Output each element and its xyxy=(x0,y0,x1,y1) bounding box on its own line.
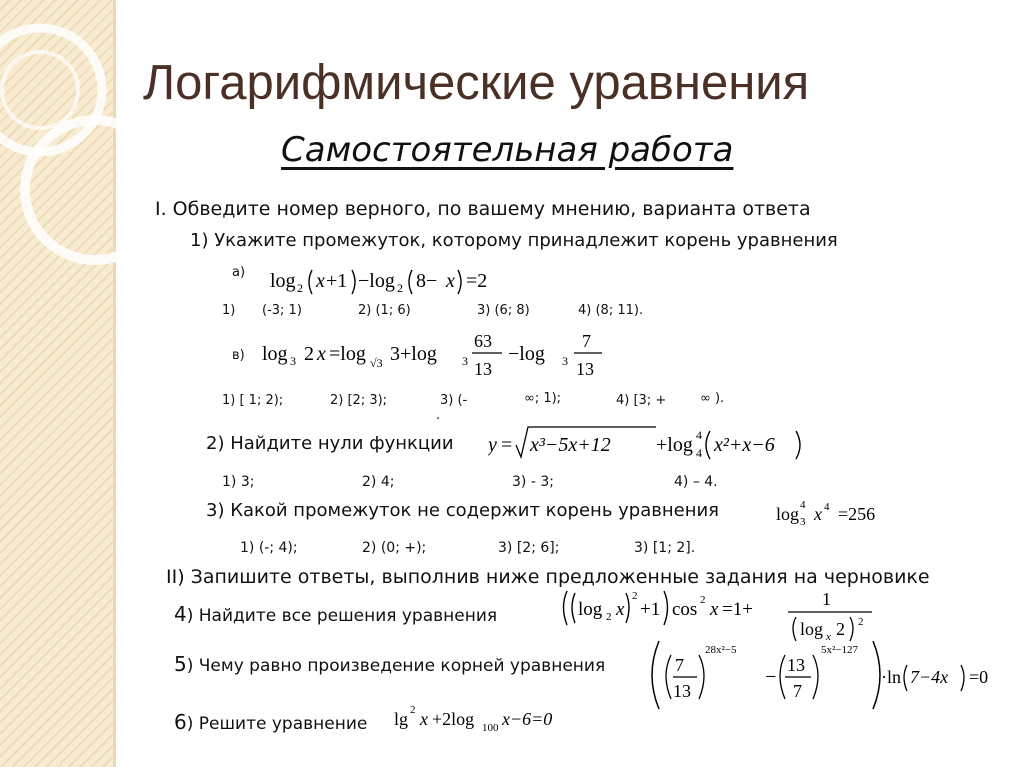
page-title: Логарифмические уравнения xyxy=(143,56,810,110)
q1-b-label: в) xyxy=(232,348,245,363)
eq-b-den13: 13 xyxy=(474,359,492,379)
q2-heading: 2) Найдите нули функции xyxy=(206,433,454,454)
q1-a-label: а) xyxy=(232,265,246,280)
q2-option-2: 2) 4; xyxy=(362,474,395,490)
equation-4 xyxy=(560,585,890,643)
eq4-x2: x xyxy=(710,599,719,620)
eq-b-base1: 3 xyxy=(290,354,296,368)
eq6-base100: 100 xyxy=(482,722,499,734)
eq4-log: log xyxy=(578,599,603,620)
eq-a-plus1: +1 xyxy=(326,270,348,292)
eq5-dot-ln: ·ln xyxy=(881,667,901,687)
q1-a-option-1-num: 1) xyxy=(222,303,236,318)
eq2-arg: x²+x−6 xyxy=(714,434,775,456)
q1-b-option-4b: ∞ ). xyxy=(700,391,725,406)
eq4-sq2: 2 xyxy=(858,616,864,628)
eq-b-num63: 63 xyxy=(474,331,492,351)
eq-a-log1: log xyxy=(270,270,296,292)
eq3-x4: 4 xyxy=(824,501,830,513)
q6-line xyxy=(174,710,367,734)
equation-5 xyxy=(645,637,1023,713)
eq-a-x: x xyxy=(316,270,325,292)
equation-6 xyxy=(394,703,604,737)
eq-a-eq: =2 xyxy=(466,270,488,292)
q1-heading: 1) Укажите промежуток, которому принадлежит корень уравнения xyxy=(190,230,838,251)
eq-b-den13b: 13 xyxy=(576,359,594,379)
q1-b-option-2: 2) [2; 3); xyxy=(330,393,388,408)
svg-text:−: − xyxy=(765,666,777,688)
eq-b-log1: log xyxy=(262,343,288,365)
q1-b-stray-dot: . xyxy=(436,408,441,423)
decorative-rings xyxy=(0,0,200,320)
q4-line xyxy=(174,602,497,626)
eq-b-num7: 7 xyxy=(582,331,591,351)
q5-text: ) Чему равно произведение корней уравнения xyxy=(186,656,606,676)
eq2-inner: x³−5x+12 xyxy=(530,434,611,456)
part2-heading: II) Запишите ответы, выполнив ниже предложенные задания на черновике xyxy=(166,566,930,588)
eq4-two: 2 xyxy=(836,619,845,639)
eq-a-minus-log: −log xyxy=(358,270,395,292)
eq4-base2: 2 xyxy=(606,611,612,623)
eq5-den7: 7 xyxy=(793,681,802,701)
q3-option-1: 1) (-; 4); xyxy=(240,540,298,556)
q3-option-2: 2) (0; +); xyxy=(362,540,427,556)
eq4-eq1: =1+ xyxy=(722,599,753,620)
eq5-arg: 7−4x xyxy=(910,667,949,687)
eq-b-two: 2 xyxy=(304,343,314,365)
q4-text: ) Найдите все решения уравнения xyxy=(186,606,498,626)
eq-b-base4: 3 xyxy=(562,354,568,368)
eq3-eq: =256 xyxy=(838,504,876,524)
q1-a-option-2: 2) (1; 6) xyxy=(358,303,411,318)
eq6-plus: +2log xyxy=(432,709,475,729)
eq-b-plus-log: 3+log xyxy=(390,343,437,365)
q4-number: 4 xyxy=(174,602,187,626)
eq-b-base3: 3 xyxy=(462,354,468,368)
eq4-num: 1 xyxy=(822,589,831,609)
q1-a-option-1: (-3; 1) xyxy=(262,303,302,318)
eq6-sq: 2 xyxy=(410,704,416,716)
eq-b-minus-log: −log xyxy=(508,343,545,365)
eq3-x: x xyxy=(814,504,822,524)
eq5-eq: =0 xyxy=(969,667,989,687)
q1-b-option-3b: ∞; 1); xyxy=(524,391,562,406)
eq3-log: log xyxy=(776,504,800,524)
q2-option-1: 1) 3; xyxy=(222,474,255,490)
eq2-sup4: 4 xyxy=(696,428,702,442)
q5-number: 5 xyxy=(174,652,187,676)
eq5-num7: 7 xyxy=(675,655,684,675)
eq4-logx: log xyxy=(800,619,824,639)
q3-heading: 3) Какой промежуток не содержит корень уравнения xyxy=(206,500,720,521)
equation-2 xyxy=(488,425,808,465)
eq5-num13: 13 xyxy=(787,655,805,675)
equation-a xyxy=(270,260,510,300)
eq6-x: x xyxy=(420,709,428,729)
q1-a-option-4: 4) (8; 11). xyxy=(578,303,644,318)
eq-b-sqrt3: √3 xyxy=(370,356,383,370)
eq5-exp2: 5x²−127 xyxy=(821,644,859,656)
equation-3 xyxy=(776,496,916,532)
eq4-sq: 2 xyxy=(632,590,638,602)
q6-text: ) Решите уравнение xyxy=(186,714,368,734)
q2-option-3: 3) - 3; xyxy=(512,474,554,490)
q1-b-option-3a: 3) (- xyxy=(440,393,468,408)
eq4-cos-sq: 2 xyxy=(700,594,706,606)
q6-number: 6 xyxy=(174,710,187,734)
eq2-plus-log: +log xyxy=(656,434,693,456)
page-subtitle: Самостоятельная работа xyxy=(281,130,734,170)
q3-option-3: 3) [2; 6]; xyxy=(498,540,560,556)
eq2-y: y xyxy=(488,434,497,456)
eq-a-base1: 2 xyxy=(297,281,303,295)
eq-b-x: x xyxy=(317,343,326,365)
part1-heading: I. Обведите номер верного, по вашему мнению, варианта ответа xyxy=(155,198,811,220)
eq6-lg: lg xyxy=(394,709,409,729)
eq2-base4: 4 xyxy=(696,446,702,460)
eq5-exp1: 28x²−5 xyxy=(705,644,737,656)
eq-b-eq-log: =log xyxy=(329,343,366,365)
eq6-rest: x−6=0 xyxy=(502,709,553,729)
q1-b-option-4a: 4) [3; + xyxy=(616,393,667,408)
eq4-cos: cos xyxy=(672,599,698,620)
eq5-den13: 13 xyxy=(673,681,691,701)
eq4-x: x xyxy=(616,599,625,620)
eq3-sup4: 4 xyxy=(800,499,806,511)
eq-a-eight: 8− xyxy=(416,270,438,292)
eq3-base3: 3 xyxy=(800,516,806,528)
q5-line xyxy=(174,652,605,676)
eq2-eq: = xyxy=(501,434,513,456)
equation-b xyxy=(262,325,612,385)
q2-option-4: 4) – 4. xyxy=(674,474,718,490)
q1-b-option-1: 1) [ 1; 2); xyxy=(222,393,284,408)
eq-a-x2: x xyxy=(446,270,455,292)
q1-a-option-3: 3) (6; 8) xyxy=(477,303,530,318)
q3-option-4: 3) [1; 2]. xyxy=(634,540,696,556)
eq4-base-x: x xyxy=(826,631,831,643)
eq4-plus1: +1 xyxy=(640,599,661,620)
eq-a-base2: 2 xyxy=(397,281,403,295)
